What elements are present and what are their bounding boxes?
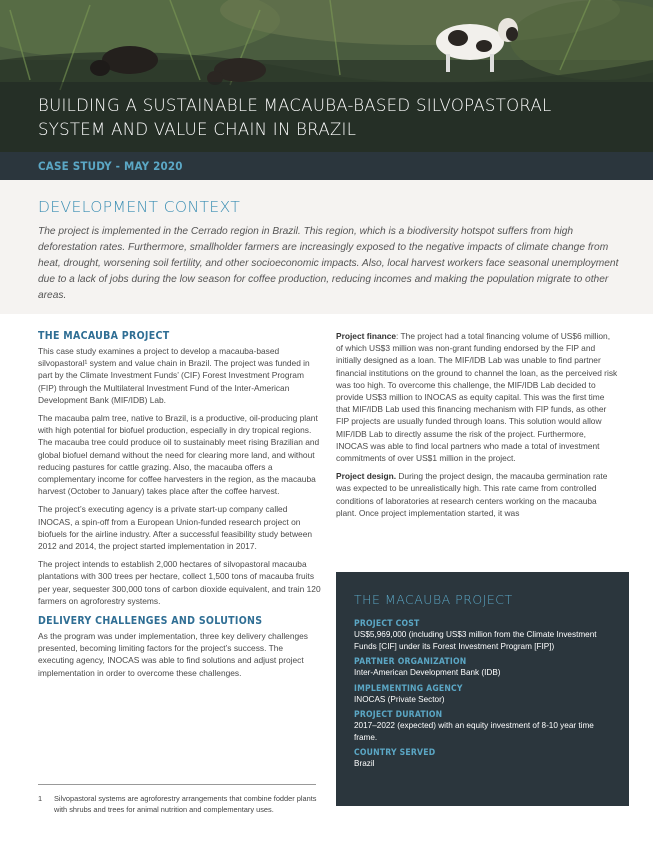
lead-project-finance: Project finance	[336, 331, 397, 341]
box-title: THE MACAUBA PROJECT	[354, 592, 513, 607]
box-label: IMPLEMENTING AGENCY	[354, 683, 463, 694]
box-value: US$5,969,000 (including US$3 million from the Climate Investment Funds [CIF] under its Forest Investment Program [FIP])	[354, 630, 597, 652]
box-item-country	[354, 748, 611, 770]
box-value: 2017–2022 (expected) with an equity investment of 8-10 year time frame.	[354, 720, 594, 743]
box-value: Inter-American Development Bank (IDB)	[354, 668, 501, 678]
page-title	[38, 94, 638, 142]
box-item-implementing	[354, 684, 611, 706]
development-context	[0, 180, 653, 314]
paragraph: The project intends to establish 2,000 hectares of silvopastoral macauba plantations with 300 trees per hectare, collect 1,500 tons of macauba fruits per year, sequester 300,000 tons of carbon dioxide equivalent, and train 120 farmers on agroforestry systems.	[38, 559, 321, 606]
title-line-2: SYSTEM AND VALUE CHAIN IN BRAZIL	[38, 120, 357, 139]
hero-banner	[0, 0, 653, 152]
paragraph-project-design	[336, 470, 619, 519]
footnote-number: 1	[38, 794, 43, 803]
paragraph: As the program was under implementation, three key delivery challenges presented, becoming limiting factors for the project’s success. The executing agency, INOCAS was able to find solutions and adjust project implementation in order to overcome these challenges.	[38, 631, 308, 678]
box-item-partner	[354, 657, 611, 679]
text-project-finance: : The project had a total financing volume of US$6 million, of which US$3 million was non-grant funding endorsed by the FIP and initially designed as a loan. The MIF/IDB Lab was unable to find partner financial institutions on the ground to channel the loan, as the perceived risk was too high. To overcome this challenge, the MIF/IDB Lab decided to provide US$3 million to INOCAS as equity capital. This was the first time that MIF/IDB Lab used this financing mechanism with FIP funds, as other FIP projects are usually funded through loans. This solution would allow MIF/IDB Lab to directly assume the risk of the project. Furthermore, INOCAS was able to find local partners who made a total of investment commitments of over US$1 million in the project.	[336, 331, 618, 464]
box-label: COUNTRY SERVED	[354, 748, 436, 759]
footnote-text: Silvopastoral systems are agroforestry arrangements that combine fodder plants with shrubs and trees for animal nutrition and complementary uses.	[54, 794, 317, 814]
text-project-design: During the project design, the macauba germination rate was expected to be unrealistically high. This rate came from controlled conditions of laboratories at research centers working on the macauba plant. Once project implementation started, it was	[336, 471, 608, 518]
lead-project-design: Project design.	[336, 471, 397, 482]
right-column	[336, 330, 619, 525]
box-label: PARTNER ORGANIZATION	[354, 657, 467, 668]
box-item-project-cost	[354, 619, 611, 653]
footnote	[38, 793, 318, 815]
case-study-label: CASE STUDY - MAY 2020	[38, 159, 183, 173]
title-line-1: BUILDING A SUSTAINABLE MACAUBA-BASED SILVOPASTORAL	[38, 96, 552, 115]
box-value: INOCAS (Private Sector)	[354, 694, 445, 704]
box-label: PROJECT COST	[354, 619, 420, 629]
case-study-bar	[0, 152, 653, 180]
project-info-box	[336, 572, 629, 806]
context-body: The project is implemented in the Cerrado region in Brazil. This region, which is a biodiversity hotspot suffers from high deforestation rates. Furthermore, smallholder farmers are increasingly exposed to the negative impacts of climate change from heat, drought, worsening soil fertility, and other socioeconomic impacts. Also, local harvest workers face seasonal unemployment due to a lack of jobs during the low season for coffee production, reducing incomes and making the population migrate to other areas.	[38, 226, 619, 301]
box-item-duration	[354, 710, 611, 744]
paragraph: The macauba palm tree, native to Brazil, is a productive, oil-producing plant with high potential for biofuel production, especially in dry tropical regions. The macauba tree could produce oil to sustainably meet rising Brazilian and global biofuel demand without the need for clearing more land, and without reducing pastures for cattle grazing. Also, the macauba offers a complementary income for coffee harvesters in the region, as the macauba harvest (October to January) takes place after the coffee harvest.	[38, 413, 320, 497]
box-label: PROJECT DURATION	[354, 709, 443, 720]
paragraph: The project’s executing agency is a private start-up company called INOCAS, a spin-off from a European Union-funded research project on biofuels for the airline industry. After a successful feasibility study between 2012 and 2014, the project started implementation in 2017.	[38, 504, 313, 552]
context-heading: DEVELOPMENT CONTEXT	[38, 198, 241, 216]
footnote-divider	[38, 784, 316, 785]
section-heading-delivery-challenges: DELIVERY CHALLENGES AND SOLUTIONS	[38, 615, 263, 628]
section-heading-macauba-project: THE MACAUBA PROJECT	[38, 330, 170, 342]
box-value: Brazil	[354, 759, 375, 769]
paragraph-project-finance	[336, 330, 619, 464]
paragraph: This case study examines a project to develop a macauba-based silvopastoral¹ system and value chain in Brazil. The project was funded in part by the Climate Investment Funds’ (CIF) Forest Investment Program (FIP) through the Multilateral Investment Fund of the Inter-American Development Bank (MIF/IDB) Lab.	[38, 346, 310, 405]
left-column	[38, 330, 321, 685]
